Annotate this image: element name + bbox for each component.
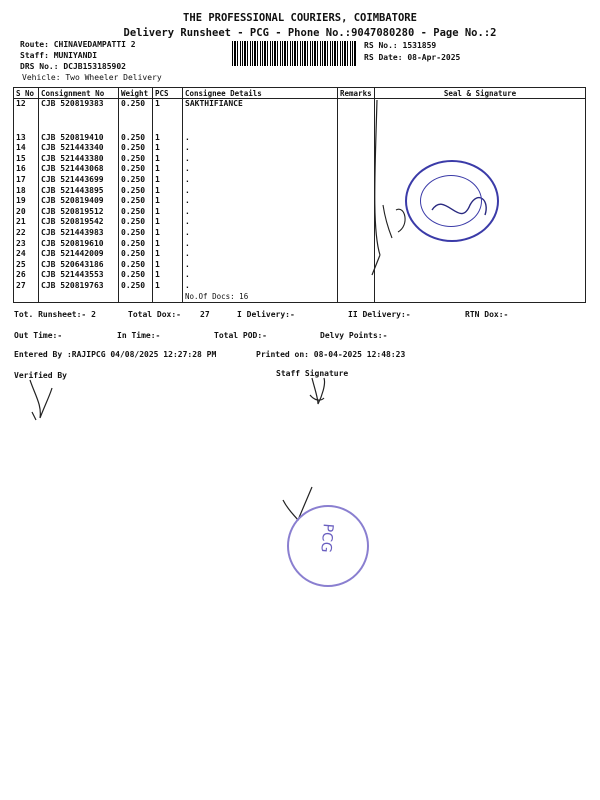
cell-sno: 18 — [14, 186, 39, 197]
cell-pcs: 1 — [153, 175, 183, 186]
cell-pcs: 1 — [153, 186, 183, 197]
cell-pcs: 1 — [153, 239, 183, 250]
cell-pcs: 1 — [153, 143, 183, 154]
cell-details: . — [183, 207, 338, 218]
cell-cno: CJB 521443895 — [39, 186, 119, 197]
cell-details: . — [183, 143, 338, 154]
delivery-points: Delvy Points:- — [320, 331, 388, 340]
cell-weight: 0.250 — [119, 270, 153, 281]
cell-sno: 21 — [14, 217, 39, 228]
cell-cno: CJB 520819409 — [39, 196, 119, 207]
cell-cno: CJB 521443068 — [39, 164, 119, 175]
total-dox: Total Dox:- — [128, 310, 181, 319]
staff: Staff: MUNIYANDI — [20, 51, 98, 60]
cell-pcs: 1 — [153, 260, 183, 271]
cell-weight: 0.250 — [119, 175, 153, 186]
cell-cno: CJB 521443983 — [39, 228, 119, 239]
cell-pcs: 1 — [153, 196, 183, 207]
cell-cno: CJB 520819512 — [39, 207, 119, 218]
verified-by-label: Verified By — [14, 371, 67, 380]
cell-sno: 16 — [14, 164, 39, 175]
total-pod: Total POD:- — [214, 331, 267, 340]
entered-by: Entered By :RAJIPCG 04/08/2025 12:27:28 PM — [14, 350, 217, 359]
col-pcs: PCS — [153, 88, 183, 99]
cell-sno: 24 — [14, 249, 39, 260]
rtn-dox: RTN Dox:- — [465, 310, 509, 319]
col-consignment: Consignment No — [39, 88, 119, 99]
cell-cno: CJB 520819542 — [39, 217, 119, 228]
cell-sno: 15 — [14, 154, 39, 165]
col-weight: Weight — [119, 88, 153, 99]
cell-details: . — [183, 196, 338, 207]
cell-weight: 0.250 — [119, 249, 153, 260]
cell-weight: 0.250 — [119, 239, 153, 250]
staff-signature-label: Staff Signature — [276, 369, 349, 378]
cell-cno: CJB 521443699 — [39, 175, 119, 186]
docs-count: No.Of Docs: 16 — [183, 292, 338, 303]
remark-sixteen-mark — [383, 205, 405, 238]
cell-pcs: 1 — [153, 133, 183, 144]
cell-sno: 23 — [14, 239, 39, 250]
cell-sno: 22 — [14, 228, 39, 239]
runsheet-title: Delivery Runsheet - PCG - Phone No.:9047080280 - Page No.:2 — [123, 27, 497, 39]
cell-pcs: 1 — [153, 99, 183, 110]
cell-pcs: 1 — [153, 270, 183, 281]
cell-details: . — [183, 249, 338, 260]
cell-sno: 14 — [14, 143, 39, 154]
cell-details: . — [183, 270, 338, 281]
route: Route: CHINAVEDAMPATTI 2 — [20, 40, 136, 49]
staff-signature — [310, 378, 325, 404]
cell-sno: 26 — [14, 270, 39, 281]
cell-weight: 0.250 — [119, 260, 153, 271]
printed-on: Printed on: 08-04-2025 12:48:23 — [256, 350, 406, 359]
cell-details: . — [183, 260, 338, 271]
cell-sno: 19 — [14, 196, 39, 207]
cell-pcs: 1 — [153, 164, 183, 175]
cell-sno: 25 — [14, 260, 39, 271]
cell-cno: CJB 520819410 — [39, 133, 119, 144]
cell-sno: 27 — [14, 281, 39, 292]
cell-weight: 0.250 — [119, 154, 153, 165]
cell-weight: 0.250 — [119, 133, 153, 144]
cell-details: . — [183, 133, 338, 144]
col-consignee: Consignee Details — [183, 88, 338, 99]
cell-weight: 0.250 — [119, 217, 153, 228]
total-runsheet: Tot. Runsheet:- 2 — [14, 310, 96, 319]
col-remarks: Remarks — [338, 88, 375, 99]
cell-weight: 0.250 — [119, 99, 153, 110]
verified-signature — [30, 380, 52, 420]
cell-weight: 0.250 — [119, 196, 153, 207]
long-signature-stroke — [372, 100, 380, 275]
pcg-stamp-text: PCG — [317, 522, 336, 554]
out-time: Out Time:- — [14, 331, 63, 340]
cell-weight: 0.250 — [119, 143, 153, 154]
cell-pcs: 1 — [153, 154, 183, 165]
cell-details: . — [183, 217, 338, 228]
rs-number: RS No.: 1531859 — [364, 41, 437, 50]
cell-weight: 0.250 — [119, 207, 153, 218]
cell-sno: 13 — [14, 133, 39, 144]
cell-cno: CJB 521442009 — [39, 249, 119, 260]
cell-details: . — [183, 186, 338, 197]
cell-sno: 17 — [14, 175, 39, 186]
ii-delivery: II Delivery:- — [348, 310, 411, 319]
seal-stamp-inner — [420, 175, 482, 227]
cell-pcs: 1 — [153, 207, 183, 218]
cell-pcs: 1 — [153, 249, 183, 260]
cell-details: . — [183, 228, 338, 239]
cell-cno: CJB 521443553 — [39, 270, 119, 281]
cell-details: . — [183, 175, 338, 186]
rs-date: RS Date: 08-Apr-2025 — [364, 53, 461, 62]
col-sno: S No — [14, 88, 39, 99]
cell-weight: 0.250 — [119, 186, 153, 197]
col-seal: Seal & Signature — [375, 88, 586, 99]
cell-cno: CJB 521443380 — [39, 154, 119, 165]
cell-details: . — [183, 164, 338, 175]
cell-details: SAKTHIFIANCE — [183, 99, 338, 110]
cell-details: . — [183, 239, 338, 250]
total-dox-value: 27 — [200, 310, 210, 319]
cell-cno: CJB 521443340 — [39, 143, 119, 154]
cell-weight: 0.250 — [119, 228, 153, 239]
cell-pcs: 1 — [153, 228, 183, 239]
cell-cno: CJB 520819383 — [39, 99, 119, 110]
cell-cno: CJB 520819763 — [39, 281, 119, 292]
cell-cno: CJB 520643186 — [39, 260, 119, 271]
cell-pcs: 1 — [153, 281, 183, 292]
cell-details: . — [183, 281, 338, 292]
cell-sno: 20 — [14, 207, 39, 218]
vehicle: Vehicle: Two Wheeler Delivery — [22, 73, 162, 82]
cell-sno: 12 — [14, 99, 39, 110]
drs-number: DRS No.: DCJB153185902 — [20, 62, 126, 71]
cell-details: . — [183, 154, 338, 165]
i-delivery: I Delivery:- — [237, 310, 295, 319]
company-title: THE PROFESSIONAL COURIERS, COIMBATORE — [183, 12, 417, 24]
cell-weight: 0.250 — [119, 281, 153, 292]
in-time: In Time:- — [117, 331, 161, 340]
cell-cno: CJB 520819610 — [39, 239, 119, 250]
cell-pcs: 1 — [153, 217, 183, 228]
cell-weight: 0.250 — [119, 164, 153, 175]
